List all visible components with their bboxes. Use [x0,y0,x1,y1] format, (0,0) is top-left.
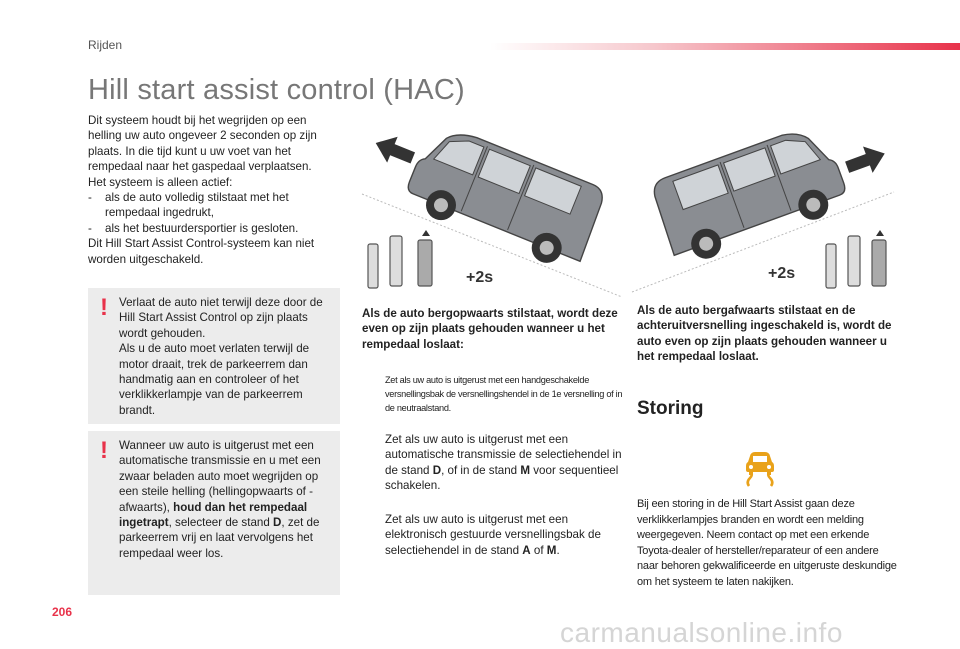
warning-icon: ! [100,437,108,464]
list-item: Zet als uw auto is uitgerust met een elektronisch gestuurde versnellingsbak de selectiehendel in de stand A of M. [362,512,624,558]
intro-paragraph: Dit Hill Start Assist Control-systeem kan niet worden uitgeschakeld. [88,237,315,266]
uphill-van-illustration [360,132,622,298]
warning-icon: ! [100,294,108,321]
timer-label: +2s [768,265,796,282]
page-title: Hill start assist control (HAC) [88,74,465,106]
warning-text: Verlaat de auto niet terwijl deze door de Hill Start Assist Control op zijn plaats wordt gehouden. Als u de auto moet verlaten terwijl de motor draait, trek de parkeerrem dan handmatig aan en controleer of het verklikkerlampje van de parkeerrem brandt. [119,296,323,417]
list-item: Zet als uw auto is uitgerust met een handgeschakelde versnellingsbak de versnellingshendel in de 1e versnelling of in de neutraalstand. [362,373,624,416]
warning-box [88,288,340,424]
downhill-heading: Als de auto bergafwaarts stilstaat en de achteruitversnelling ingeschakeld is, wordt de auto even op zijn plaats gehouden wanneer u het rempedaal loslaat. [637,304,892,364]
bullet-icon [362,512,385,558]
timer-label: +2s [466,269,494,286]
downhill-van-illustration [630,132,898,298]
list-item: - als de auto volledig stilstaat met het rempedaal ingedrukt, [88,191,289,220]
section-label: Rijden [88,38,123,52]
bullet-icon [362,373,385,416]
intro-paragraph: Het systeem is alleen actief: [88,175,233,189]
header-accent-bar [490,43,960,50]
watermark: carmanualsonline.info [560,617,843,648]
list-item: Zet als uw auto is uitgerust met een automatische transmissie de selectiehendel in de stand D, of in de stand M voor sequentieel schakelen. [362,432,624,494]
warning-box [88,431,340,595]
bullet-icon [362,432,385,494]
warning-text: Wanneer uw auto is uitgerust met een automatische transmissie en u met een zwaar beladen auto moet wegrijden op een steile helling (hellingopwaarts of -afwaarts), houd dan het rempedaal ingetrapt, selecteer de stand D, zet de parkeerrem vrij en laat vervolgens het rempedaal weer los. [119,439,321,560]
storing-text: Bij een storing in de Hill Start Assist gaan deze verklikkerlampjes branden en wordt een melding weergegeven. Neem contact op met een erkende Toyota-dealer of hersteller/reparateur of een andere naar behoren gekwalificeerde en uitgeruste deskundige om het systeem te laten nakijken. [637,498,897,588]
list-item: - als het bestuurdersportier is gesloten. [88,221,299,235]
storing-heading: Storing [637,398,704,419]
skid-warning-icon [741,450,779,488]
uphill-heading: Als de auto bergopwaarts stilstaat, wordt deze even op zijn plaats gehouden wanneer u het rempedaal loslaat: [362,307,618,351]
intro-text [88,113,338,267]
intro-paragraph: Dit systeem houdt bij het wegrijden op een helling uw auto ongeveer 2 seconden op zijn plaats. In die tijd kunt u uw voet van het rempedaal naar het gaspedaal verplaatsen. [88,114,317,174]
page-number: 206 [52,605,73,619]
